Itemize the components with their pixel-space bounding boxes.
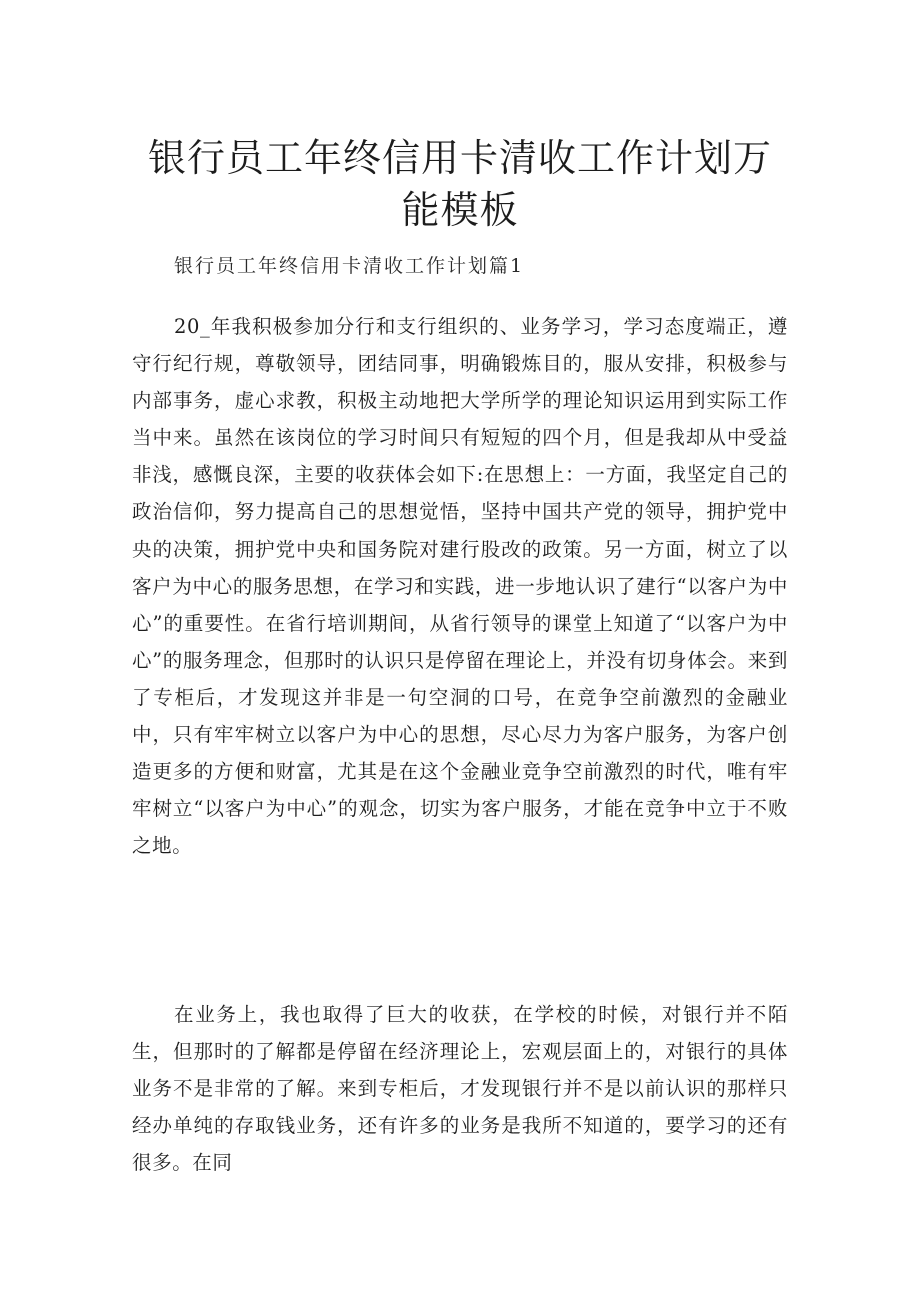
document-title: 银行员工年终信用卡清收工作计划万能模板 (147, 136, 772, 232)
body-paragraph-2: 在业务上，我也取得了巨大的收获，在学校的时候，对银行并不陌生，但那时的了解都是停留在经济理论上，宏观层面上的，对银行的具体业务不是非常的了解。来到专柜后，才发现银行并不是以前认识的那样只经办单纯的存取钱业务，还有许多的业务是我所不知道的，要学习的还有很多。在同 (132, 1003, 788, 1175)
section-heading: 银行员工年终信用卡清收工作计划篇1 (174, 255, 525, 277)
body-paragraph-1: 20_年我积极参加分行和支行组织的、业务学习，学习态度端正，遵守行纪行规，尊敬领导，团结同事，明确锻炼目的，服从安排，积极参与内部事务，虚心求教，积极主动地把大学所学的理论知识运用到实际工作当中来。虽然在该岗位的学习时间只有短短的四个月，但是我却从中受益非浅，感慨良深，主要的收获体会如下:在思想上：一方面，我坚定自己的政治信仰，努力提高自己的思想觉悟，坚持中国共产党的领导，拥护党中央的决策，拥护党中央和国务院对建行股改的政策。另一方面，树立了以客户为中心的服务思想，在学习和实践，进一步地认识了建行“以客户为中心”的重要性。在省行培训期间，从省行领导的课堂上知道了“以客户为中心”的服务理念，但那时的认识只是停留在理论上，并没有切身体会。来到了专柜后，才发现这并非是一句空洞的口号，在竞争空前激烈的金融业中，只有牢牢树立以客户为中心的思想，尽心尽力为客户服务，为客户创造更多的方便和财富，尤其是在这个金融业竞争空前激烈的时代，唯有牢牢树立“以客户为中心”的观念，切实为客户服务，才能在竞争中立于不败之地。 (132, 315, 788, 858)
